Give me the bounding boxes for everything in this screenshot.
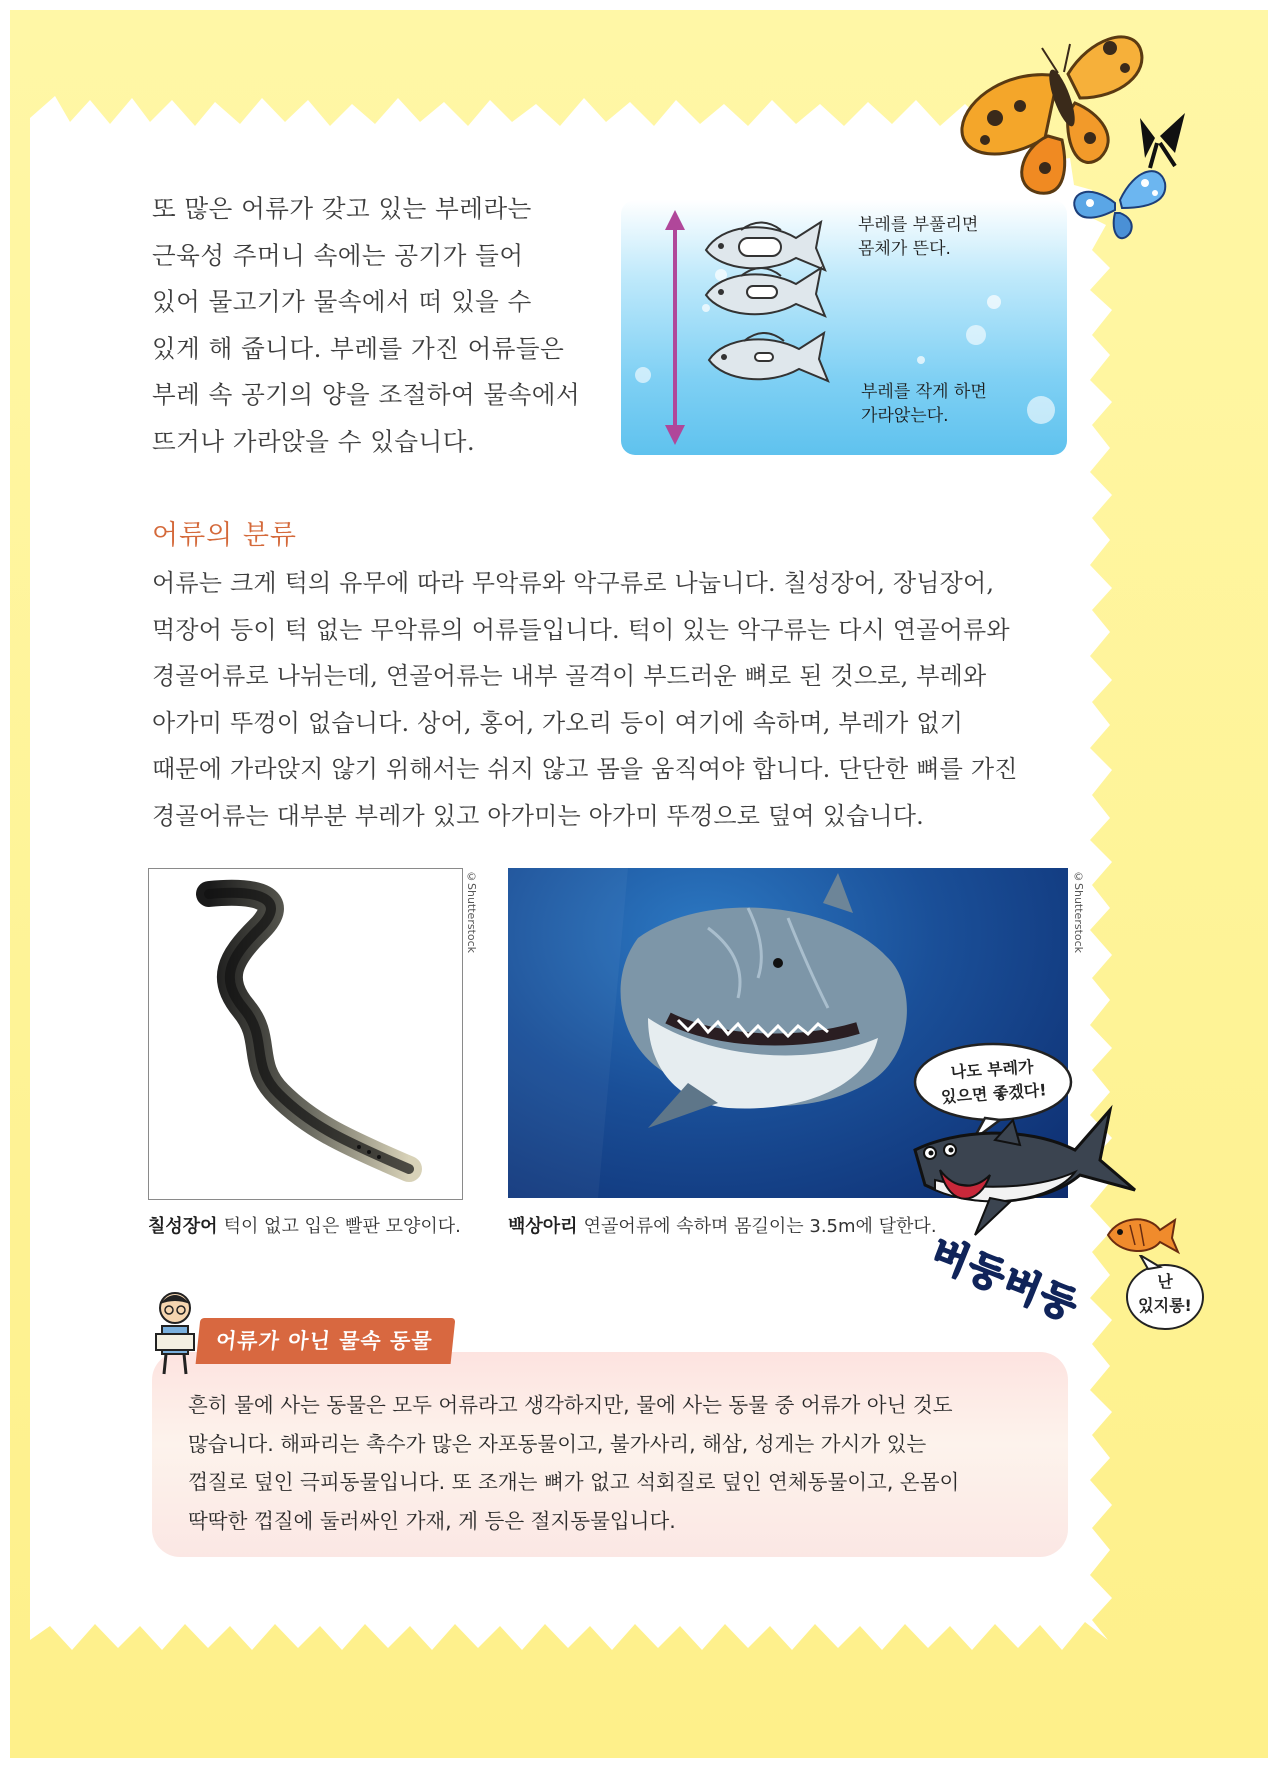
bubble-icons: [635, 269, 1055, 424]
intro-line: 또 많은 어류가 갖고 있는 부레라는: [152, 194, 532, 223]
lamprey-caption: [148, 1212, 461, 1238]
diagram-bottom-caption: 부레를 작게 하면 가라앉는다.: [861, 382, 987, 426]
intro-line: 있어 물고기가 물속에서 떠 있을 수: [152, 287, 532, 316]
shark-caption-title: 백상아리: [508, 1216, 578, 1237]
note-line: 딱딱한 껍질에 둘러싸인 가재, 게 등은 절지동물입니다.: [188, 1508, 676, 1533]
note-tab-label: 어류가 아닌 물속 동물: [196, 1318, 455, 1364]
shark-photo-credit: ©Shutterstock: [1072, 870, 1085, 954]
lamprey-photo: [148, 868, 463, 1200]
intro-line: 있게 해 줍니다. 부레를 가진 어류들은: [152, 333, 565, 363]
cartoon-fish-icon: [1100, 1210, 1180, 1260]
up-down-arrow-icon: [665, 210, 685, 445]
fish-small-bladder-icon: [709, 333, 828, 381]
blue-butterfly-icon: [1074, 171, 1165, 238]
lamprey-image: [149, 869, 462, 1199]
note-line: 껍질로 덮인 극피동물입니다. 또 조개는 뼈가 없고 석회질로 덮인 연체동물이고, 온몸이: [188, 1470, 960, 1494]
eel-photo-credit: ©Shutterstock: [465, 870, 478, 954]
paragraph-line: 경골어류로 나뉘는데, 연골어류는 내부 골격이 부드러운 뼈로 된 것으로, 부레와: [152, 662, 987, 690]
paragraph-line: 아가미 뚜껑이 없습니다. 상어, 홍어, 가오리 등이 여기에 속하며, 부레가 없기: [152, 708, 964, 737]
diagram-top-caption: 부레를 부풀리면 몸체가 뜬다.: [858, 215, 979, 259]
shark-caption: [508, 1212, 937, 1238]
intro-line: 부레 속 공기의 양을 조절하여 물속에서: [152, 380, 581, 409]
black-butterfly-icon: [1140, 113, 1185, 168]
fish-speech-text: 난 있지롱!: [1138, 1272, 1192, 1315]
paragraph-line: 경골어류는 대부분 부레가 있고 아가미는 아가미 뚜껑으로 덮여 있습니다.: [152, 801, 924, 830]
shark-caption-text: 연골어류에 속하며 몸길이는 3.5m에 달한다.: [583, 1216, 937, 1237]
section-title: 어류의 분류: [152, 520, 297, 551]
note-line: 흔히 물에 사는 동물은 모두 어류라고 생각하지만, 물에 사는 동물 중 어류가 아닌 것도: [188, 1393, 953, 1417]
lamprey-caption-text: 턱이 없고 입은 빨판 모양이다.: [223, 1216, 461, 1237]
fish-large-bladder-icon: [706, 222, 825, 270]
intro-paragraph: [152, 186, 597, 465]
note-text: [188, 1386, 1048, 1540]
struggle-sound-text: 버둥버둥: [925, 1230, 1086, 1330]
intro-line: 뜨거나 가라앉을 수 있습니다.: [152, 426, 476, 456]
paragraph-line: 어류는 크게 턱의 유무에 따라 무악류와 악구류로 나눕니다. 칠성장어, 장님장어,: [152, 569, 995, 597]
classification-paragraph: [152, 560, 1082, 839]
lamprey-caption-title: 칠성장어: [148, 1216, 218, 1237]
shark-speech-text: 나도 부레가 있으면 좋겠다!: [940, 1057, 1048, 1107]
swim-bladder-diagram: [621, 200, 1067, 455]
note-line: 많습니다. 해파리는 촉수가 많은 자포동물이고, 불가사리, 해삼, 성게는 가시가 있는: [188, 1431, 927, 1456]
orange-butterfly-icon: [962, 37, 1142, 193]
intro-line: 근육성 주머니 속에는 공기가 들어: [152, 240, 524, 270]
reading-boy-icon: [150, 1290, 200, 1380]
paragraph-line: 먹장어 등이 턱 없는 무악류의 어류들입니다. 턱이 있는 악구류는 다시 연골어류와: [152, 615, 1010, 644]
paragraph-line: 때문에 가라앉지 않기 위해서는 쉬지 않고 몸을 움직여야 합니다. 단단한 뼈를 가진: [152, 755, 1018, 783]
